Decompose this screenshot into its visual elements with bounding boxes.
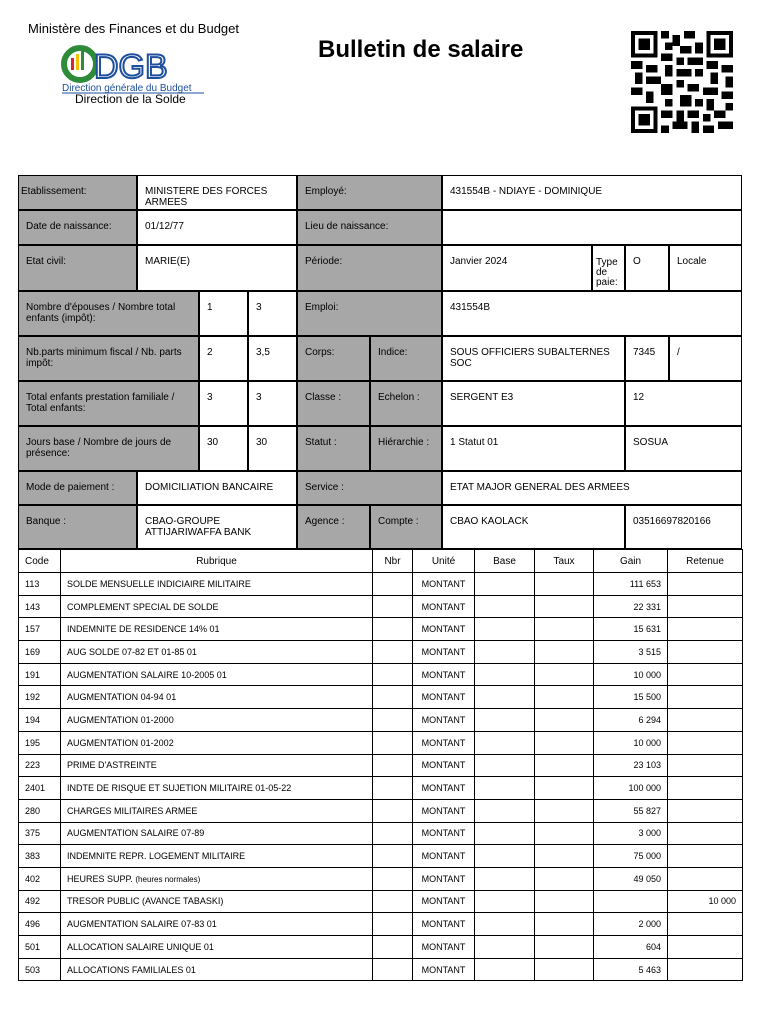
indice-separator: / (669, 336, 742, 381)
row-retenue (668, 845, 743, 868)
rubrique-text: ALLOCATIONS FAMILIALES 01 (67, 964, 196, 975)
row-gain: 75 000 (594, 845, 668, 868)
row-unite: MONTANT (413, 618, 475, 641)
col-code: Code (19, 550, 61, 573)
row-gain: 111 653 (594, 573, 668, 596)
row-unite: MONTANT (413, 709, 475, 732)
row-base (475, 618, 535, 641)
table-row (19, 663, 743, 686)
row-nbr (373, 573, 413, 596)
row-rubrique (61, 618, 373, 641)
row-gain: 3 515 (594, 641, 668, 664)
rubrique-text: INDEMNITE DE RESIDENCE 14% 01 (67, 624, 220, 635)
rubrique-text: AUGMENTATION SALAIRE 07-89 (67, 828, 205, 839)
etablissement-label: Etablissement: (18, 175, 137, 210)
row-gain: 3 000 (594, 822, 668, 845)
rubrique-text: AUGMENTATION 01-2002 (67, 737, 174, 748)
mode-paiement-value: DOMICILIATION BANCAIRE (137, 471, 297, 505)
enfants-label: Total enfants prestation familiale / Total enfants: (18, 381, 199, 426)
rubrique-text: SOLDE MENSUELLE INDICIAIRE MILITAIRE (67, 578, 251, 589)
etat-civil-value: MARIE(E) (137, 245, 297, 291)
row-unite: MONTANT (413, 867, 475, 890)
row-retenue (668, 731, 743, 754)
locale-value: Locale (669, 245, 742, 291)
col-unite: Unité (413, 550, 475, 573)
employe-value: 431554B - NDIAYE - DOMINIQUE (442, 175, 742, 210)
logo-bar-red (71, 58, 74, 70)
row-taux (535, 845, 594, 868)
rubrique-text: TRESOR PUBLIC (AVANCE TABASKI) (67, 896, 224, 907)
row-nbr (373, 845, 413, 868)
classe-value: SERGENT E3 (442, 381, 625, 426)
row-rubrique (61, 573, 373, 596)
row-code: 157 (19, 618, 61, 641)
row-unite: MONTANT (413, 595, 475, 618)
row-taux (535, 663, 594, 686)
table-row (19, 731, 743, 754)
row-base (475, 822, 535, 845)
row-code: 191 (19, 663, 61, 686)
row-base (475, 595, 535, 618)
lieu-label: Lieu de naissance: (297, 210, 442, 245)
row-base (475, 777, 535, 800)
rubrique-text: COMPLEMENT SPECIAL DE SOLDE (67, 601, 219, 612)
hierarchie-value: SOSUA (625, 426, 742, 471)
ministry-name: Ministère des Finances et du Budget (28, 21, 240, 36)
row-nbr (373, 595, 413, 618)
logo-subtitle: Direction générale du Budget (62, 83, 192, 94)
enfants-value-2: 3 (248, 381, 297, 426)
row-nbr (373, 777, 413, 800)
naissance-value: 01/12/77 (137, 210, 297, 245)
row-retenue (668, 686, 743, 709)
row-code: 169 (19, 641, 61, 664)
employe-label: Employé: (297, 175, 442, 210)
row-taux (535, 618, 594, 641)
table-row (19, 595, 743, 618)
row-retenue (668, 867, 743, 890)
table-row (19, 958, 743, 981)
row-unite: MONTANT (413, 777, 475, 800)
row-rubrique (61, 845, 373, 868)
row-code: 496 (19, 913, 61, 936)
row-retenue (668, 958, 743, 981)
row-nbr (373, 686, 413, 709)
row-base (475, 663, 535, 686)
row-taux (535, 595, 594, 618)
row-base (475, 754, 535, 777)
type-paie-value: O (625, 245, 669, 291)
row-taux (535, 822, 594, 845)
row-rubrique (61, 913, 373, 936)
banque-value: CBAO-GROUPE ATTIJARIWAFFA BANK (137, 505, 297, 549)
row-rubrique (61, 663, 373, 686)
row-taux (535, 913, 594, 936)
row-gain: 49 050 (594, 867, 668, 890)
col-gain: Gain (594, 550, 668, 573)
row-unite: MONTANT (413, 913, 475, 936)
rubrique-text: AUGMENTATION SALAIRE 10-2005 01 (67, 669, 227, 680)
row-nbr (373, 709, 413, 732)
service-label: Service : (297, 471, 442, 505)
row-unite: MONTANT (413, 663, 475, 686)
row-retenue (668, 641, 743, 664)
table-row (19, 913, 743, 936)
periode-label: Période: (297, 245, 442, 291)
row-rubrique (61, 686, 373, 709)
row-unite: MONTANT (413, 890, 475, 913)
row-rubrique (61, 731, 373, 754)
classe-label: Classe : (297, 381, 370, 426)
row-code: 375 (19, 822, 61, 845)
earnings-table (18, 549, 743, 981)
row-unite: MONTANT (413, 731, 475, 754)
row-retenue (668, 663, 743, 686)
row-code: 113 (19, 573, 61, 596)
row-retenue (668, 822, 743, 845)
row-code: 2401 (19, 777, 61, 800)
rubrique-text: INDEMNITE REPR. LOGEMENT MILITAIRE (67, 851, 246, 862)
row-gain: 10 000 (594, 731, 668, 754)
table-row (19, 573, 743, 596)
row-taux (535, 936, 594, 959)
table-row (19, 754, 743, 777)
row-rubrique (61, 867, 373, 890)
row-taux (535, 709, 594, 732)
row-gain: 15 631 (594, 618, 668, 641)
rubrique-text: AUG SOLDE 07-82 ET 01-85 01 (67, 646, 197, 657)
row-rubrique (61, 595, 373, 618)
row-base (475, 913, 535, 936)
row-unite: MONTANT (413, 958, 475, 981)
row-taux (535, 867, 594, 890)
agence-value: CBAO KAOLACK (442, 505, 625, 549)
row-taux (535, 777, 594, 800)
row-code: 503 (19, 958, 61, 981)
row-gain: 2 000 (594, 913, 668, 936)
row-rubrique (61, 641, 373, 664)
row-unite: MONTANT (413, 822, 475, 845)
row-taux (535, 573, 594, 596)
hierarchie-label: Hiérarchie : (370, 426, 442, 471)
table-row (19, 686, 743, 709)
rubrique-text: CHARGES MILITAIRES ARMEE (67, 805, 198, 816)
table-header-row (19, 550, 743, 573)
rubrique-text: AUGMENTATION SALAIRE 07-83 01 (67, 919, 217, 930)
row-taux (535, 799, 594, 822)
epouses-value-2: 3 (248, 291, 297, 336)
row-gain: 15 500 (594, 686, 668, 709)
row-unite: MONTANT (413, 936, 475, 959)
col-retenue: Retenue (668, 550, 743, 573)
row-code: 501 (19, 936, 61, 959)
direction-name: Direction de la Solde (75, 92, 186, 106)
row-code: 383 (19, 845, 61, 868)
employee-info-grid (18, 175, 742, 549)
row-retenue (668, 709, 743, 732)
dgb-logo (58, 42, 208, 94)
table-row (19, 709, 743, 732)
statut-value: 1 Statut 01 (442, 426, 625, 471)
row-base (475, 890, 535, 913)
rubrique-text: AUGMENTATION 04-94 01 (67, 692, 177, 703)
row-base (475, 731, 535, 754)
col-base: Base (475, 550, 535, 573)
parts-label: Nb.parts minimum fiscal / Nb. parts impôt: (18, 336, 199, 381)
table-row (19, 822, 743, 845)
row-gain: 100 000 (594, 777, 668, 800)
rubrique-text: HEURES SUPP. (67, 873, 133, 884)
row-code: 492 (19, 890, 61, 913)
row-nbr (373, 822, 413, 845)
row-unite: MONTANT (413, 799, 475, 822)
row-rubrique (61, 936, 373, 959)
epouses-value-1: 1 (199, 291, 248, 336)
row-rubrique (61, 799, 373, 822)
echelon-label: Echelon : (370, 381, 442, 426)
row-nbr (373, 731, 413, 754)
row-unite: MONTANT (413, 573, 475, 596)
emploi-value: 431554B (442, 291, 742, 336)
table-row (19, 618, 743, 641)
row-nbr (373, 890, 413, 913)
col-taux: Taux (535, 550, 594, 573)
row-base (475, 573, 535, 596)
table-row (19, 799, 743, 822)
col-nbr: Nbr (373, 550, 413, 573)
row-nbr (373, 641, 413, 664)
row-code: 143 (19, 595, 61, 618)
rubrique-note: (heures normales) (135, 874, 201, 884)
col-rubrique: Rubrique (61, 550, 373, 573)
table-row (19, 777, 743, 800)
jours-value-2: 30 (248, 426, 297, 471)
periode-value: Janvier 2024 (442, 245, 592, 291)
row-code: 223 (19, 754, 61, 777)
rubrique-text: PRIME D'ASTREINTE (67, 760, 157, 771)
page-title: Bulletin de salaire (318, 36, 524, 63)
mode-paiement-label: Mode de paiement : (18, 471, 137, 505)
row-rubrique (61, 777, 373, 800)
row-base (475, 686, 535, 709)
row-code: 402 (19, 867, 61, 890)
row-rubrique (61, 754, 373, 777)
row-rubrique (61, 822, 373, 845)
row-retenue (668, 913, 743, 936)
row-retenue (668, 754, 743, 777)
row-nbr (373, 958, 413, 981)
row-rubrique (61, 709, 373, 732)
corps-value: SOUS OFFICIERS SUBALTERNES SOC (442, 336, 625, 381)
row-unite: MONTANT (413, 845, 475, 868)
epouses-label: Nombre d'épouses / Nombre total enfants (impôt): (18, 291, 199, 336)
indice-value: 7345 (625, 336, 669, 381)
row-taux (535, 686, 594, 709)
table-row (19, 845, 743, 868)
row-gain: 22 331 (594, 595, 668, 618)
row-retenue (668, 936, 743, 959)
agence-label: Agence : (297, 505, 370, 549)
row-nbr (373, 754, 413, 777)
row-nbr (373, 867, 413, 890)
row-code: 195 (19, 731, 61, 754)
table-row (19, 867, 743, 890)
row-retenue (668, 618, 743, 641)
row-retenue (668, 573, 743, 596)
row-base (475, 958, 535, 981)
service-value: ETAT MAJOR GENERAL DES ARMEES (442, 471, 742, 505)
row-code: 280 (19, 799, 61, 822)
rubrique-text: AUGMENTATION 01-2000 (67, 714, 174, 725)
parts-value-2: 3,5 (248, 336, 297, 381)
row-gain: 10 000 (594, 663, 668, 686)
rubrique-text: INDTE DE RISQUE ET SUJETION MILITAIRE 01-05-22 (67, 783, 292, 794)
row-code: 194 (19, 709, 61, 732)
row-nbr (373, 663, 413, 686)
jours-label: Jours base / Nombre de jours de présence: (18, 426, 199, 471)
rubrique-text: ALLOCATION SALAIRE UNIQUE 01 (67, 941, 214, 952)
etat-civil-label: Etat civil: (18, 245, 137, 291)
row-taux (535, 731, 594, 754)
row-unite: MONTANT (413, 686, 475, 709)
row-gain: 6 294 (594, 709, 668, 732)
lieu-value (442, 210, 742, 245)
row-gain: 23 103 (594, 754, 668, 777)
logo-bar-yellow (76, 54, 79, 70)
row-base (475, 845, 535, 868)
logo-text: DGB (94, 48, 168, 86)
row-nbr (373, 913, 413, 936)
row-taux (535, 641, 594, 664)
row-unite: MONTANT (413, 641, 475, 664)
row-base (475, 936, 535, 959)
row-rubrique (61, 890, 373, 913)
table-row (19, 641, 743, 664)
qr-code (628, 31, 736, 133)
row-taux (535, 754, 594, 777)
statut-label: Statut : (297, 426, 370, 471)
row-gain (594, 890, 668, 913)
row-nbr (373, 799, 413, 822)
row-gain: 5 463 (594, 958, 668, 981)
type-paie-label: Type de paie: (592, 245, 625, 291)
table-row (19, 936, 743, 959)
row-retenue (668, 799, 743, 822)
compte-label: Compte : (370, 505, 442, 549)
row-base (475, 709, 535, 732)
row-taux (535, 890, 594, 913)
row-retenue: 10 000 (668, 890, 743, 913)
row-gain: 55 827 (594, 799, 668, 822)
emploi-label: Emploi: (297, 291, 442, 336)
row-retenue (668, 595, 743, 618)
row-nbr (373, 936, 413, 959)
corps-label: Corps: (297, 336, 370, 381)
row-retenue (668, 777, 743, 800)
indice-label: Indice: (370, 336, 442, 381)
row-base (475, 641, 535, 664)
compte-value: 03516697820166 (625, 505, 742, 549)
row-base (475, 867, 535, 890)
logo-ring (64, 48, 96, 80)
banque-label: Banque : (18, 505, 137, 549)
row-nbr (373, 618, 413, 641)
logo-bar-green (81, 50, 84, 70)
row-gain: 604 (594, 936, 668, 959)
row-base (475, 799, 535, 822)
echelon-value: 12 (625, 381, 742, 426)
jours-value-1: 30 (199, 426, 248, 471)
enfants-value-1: 3 (199, 381, 248, 426)
parts-value-1: 2 (199, 336, 248, 381)
row-unite: MONTANT (413, 754, 475, 777)
row-code: 192 (19, 686, 61, 709)
naissance-label: Date de naissance: (18, 210, 137, 245)
row-rubrique (61, 958, 373, 981)
table-row (19, 890, 743, 913)
etablissement-value: MINISTERE DES FORCES ARMEES (137, 175, 297, 210)
row-taux (535, 958, 594, 981)
